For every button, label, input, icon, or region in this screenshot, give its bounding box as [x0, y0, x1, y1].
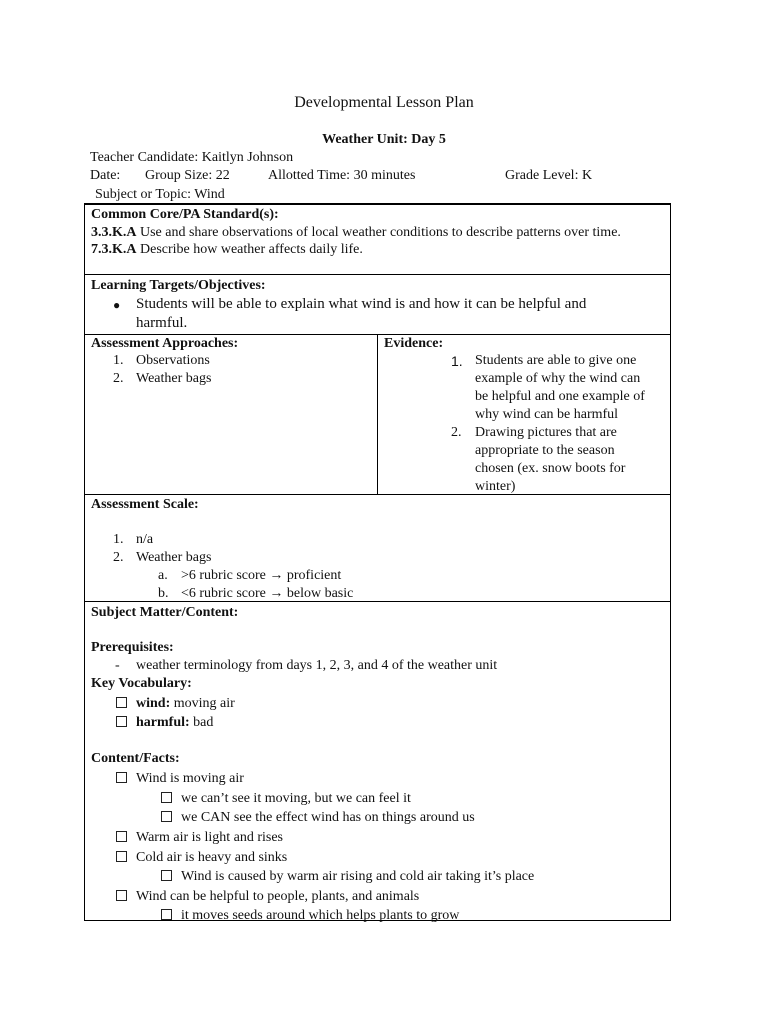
scale-item: Weather bags: [136, 550, 212, 565]
fact-text: we CAN see the effect wind has on things around us: [181, 810, 475, 825]
checkbox-icon: [161, 811, 172, 822]
vocab-definition: bad: [193, 715, 214, 730]
scale-heading: Assessment Scale:: [91, 497, 199, 512]
fact-text: Wind is caused by warm air rising and cold air taking it’s place: [181, 869, 535, 884]
evidence-line: Drawing pictures that are: [475, 425, 617, 440]
list-number: 1.: [113, 353, 124, 368]
evidence-line: be helpful and one example of: [475, 389, 645, 404]
checkbox-icon: [116, 851, 127, 862]
evidence-line: winter): [475, 479, 516, 494]
list-number: 2.: [113, 371, 124, 386]
checkbox-icon: [116, 772, 127, 783]
checkbox-icon: [161, 909, 172, 920]
allotted-time: Allotted Time: 30 minutes: [268, 168, 416, 183]
facts-heading: Content/Facts:: [91, 751, 180, 766]
checkbox-icon: [116, 697, 127, 708]
fact-subitem: [161, 907, 459, 925]
fact-item: [116, 829, 283, 847]
fact-text: we can’t see it moving, but we can feel it: [181, 791, 411, 806]
standard-code: 3.3.K.A: [91, 225, 137, 240]
scale-subitem: >6 rubric score → proficient: [181, 568, 342, 583]
target-line: Students will be able to explain what wind is and how it can be helpful and: [136, 296, 587, 312]
fact-text: Wind can be helpful to people, plants, and animals: [136, 889, 420, 904]
fact-text: Cold air is heavy and sinks: [136, 850, 288, 865]
standard-code: 7.3.K.A: [91, 242, 137, 257]
checkbox-icon: [161, 792, 172, 803]
assessment-heading: Assessment Approaches:: [91, 336, 239, 351]
evidence-line: why wind can be harmful: [475, 407, 619, 422]
evidence-line: chosen (ex. snow boots for: [475, 461, 626, 476]
list-number: 2.: [113, 550, 124, 565]
assessment-item: Observations: [136, 353, 210, 368]
evidence-line: appropriate to the season: [475, 443, 615, 458]
evidence-line: example of why the wind can: [475, 371, 641, 386]
list-letter: a.: [158, 568, 168, 583]
evidence-line: Students are able to give one: [475, 353, 637, 368]
targets-heading: Learning Targets/Objectives:: [91, 278, 266, 293]
fact-item: [116, 849, 287, 867]
fact-item: [116, 888, 419, 906]
document-title: Developmental Lesson Plan: [294, 94, 474, 111]
scale-item: n/a: [136, 532, 154, 547]
lesson-plan-table: [84, 203, 671, 921]
fact-text: Warm air is light and rises: [136, 830, 284, 845]
list-letter: b.: [158, 586, 169, 601]
unit-title: Weather Unit: Day 5: [322, 132, 446, 147]
prereq-heading: Prerequisites:: [91, 640, 174, 655]
standard-item: [91, 241, 363, 259]
subject-topic: Subject or Topic: Wind: [95, 187, 225, 202]
vocab-term: wind:: [136, 696, 171, 711]
checkbox-icon: [116, 831, 127, 842]
standard-item: [91, 224, 621, 242]
column-divider: [377, 334, 378, 494]
fact-subitem: [161, 790, 411, 808]
prereq-item: weather terminology from days 1, 2, 3, and 4 of the weather unit: [136, 658, 498, 673]
row-divider: [85, 494, 670, 495]
fact-item: [116, 770, 244, 788]
list-number: 2.: [451, 425, 462, 440]
vocab-item: [116, 714, 213, 732]
checkbox-icon: [116, 890, 127, 901]
group-size: Group Size: 22: [145, 168, 230, 183]
list-number: 1.: [451, 353, 463, 369]
checkbox-icon: [161, 870, 172, 881]
list-number: 1.: [113, 532, 124, 547]
vocab-term: harmful:: [136, 715, 190, 730]
row-divider: [85, 274, 670, 275]
checkbox-icon: [116, 716, 127, 727]
standard-text: Describe how weather affects daily life.: [140, 242, 363, 257]
assessment-item: Weather bags: [136, 371, 212, 386]
evidence-heading: Evidence:: [384, 336, 444, 351]
standards-heading: Common Core/PA Standard(s):: [91, 207, 279, 222]
standard-text: Use and share observations of local weather conditions to describe patterns over time.: [140, 225, 621, 240]
vocab-definition: moving air: [173, 696, 235, 711]
content-heading: Subject Matter/Content:: [91, 605, 239, 620]
fact-text: it moves seeds around which helps plants to grow: [181, 908, 460, 923]
grade-level: Grade Level: K: [505, 168, 593, 183]
target-line: harmful.: [136, 315, 188, 331]
vocab-item: [116, 695, 235, 713]
date-label: Date:: [90, 168, 121, 183]
fact-text: Wind is moving air: [136, 771, 244, 786]
fact-subitem: [161, 868, 534, 886]
dash-marker: -: [115, 658, 120, 673]
row-divider: [85, 601, 670, 602]
scale-subitem: <6 rubric score → below basic: [181, 586, 354, 601]
vocab-heading: Key Vocabulary:: [91, 676, 192, 691]
teacher-candidate: Teacher Candidate: Kaitlyn Johnson: [90, 150, 294, 165]
fact-subitem: [161, 809, 475, 827]
bullet-icon: ●: [113, 298, 121, 312]
